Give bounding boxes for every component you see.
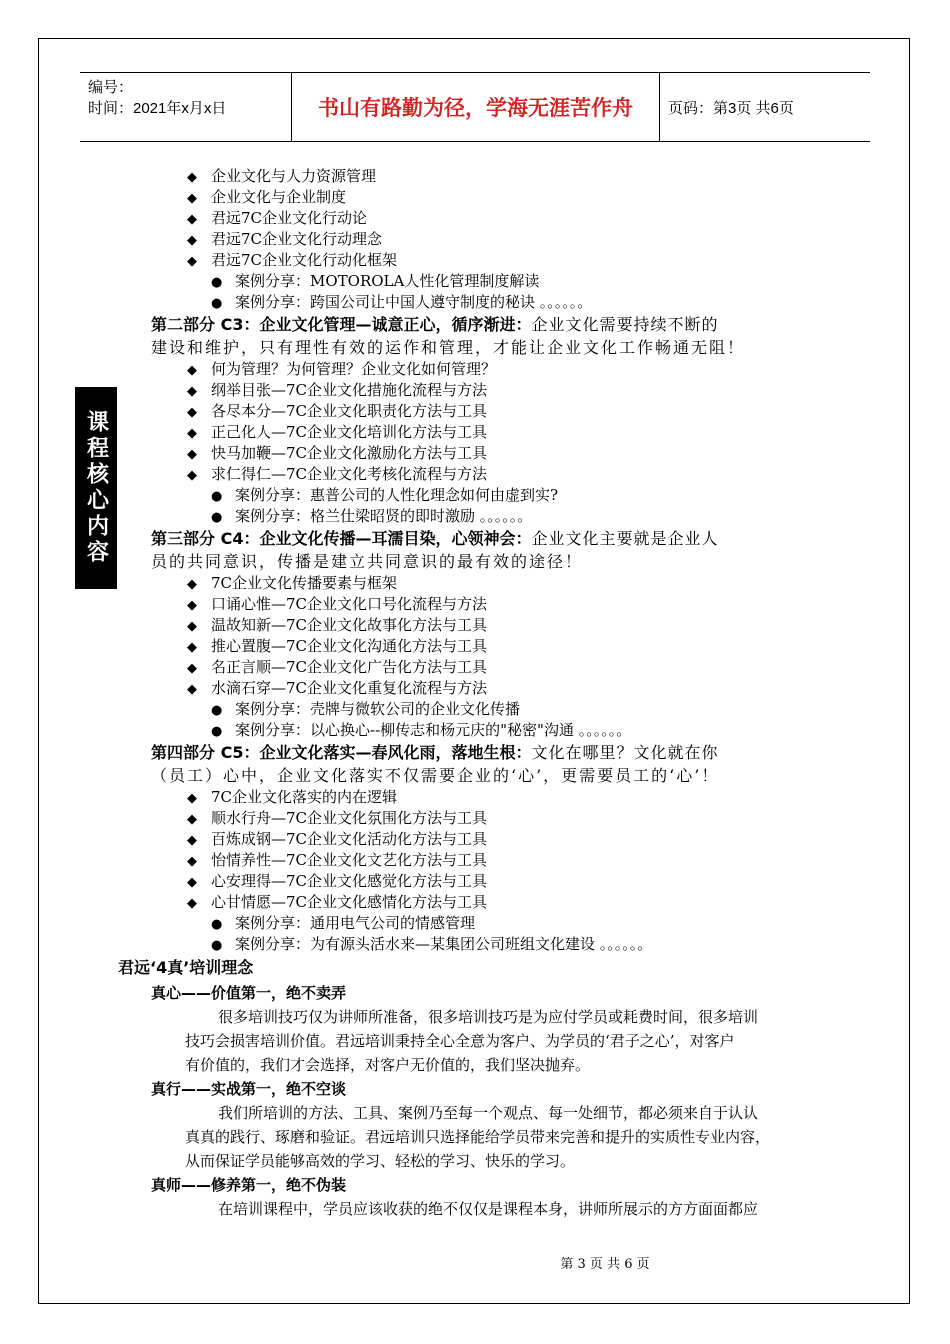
concept-heading: 真行——实战第一，绝不空谈 <box>151 1080 347 1098</box>
diamond-bullet-icon: ◆ <box>187 577 197 592</box>
page-header <box>80 72 870 142</box>
list-item: ◆ 各尽本分—7C企业文化职责化方法与工具 <box>0 401 950 422</box>
diamond-bullet-icon: ◆ <box>187 791 197 806</box>
time-label: 时间：2021年x月x日 <box>88 100 227 117</box>
list-item: ◆ 君远7C企业文化行动论 <box>0 208 950 229</box>
part-heading: 第二部分 C3：企业文化管理—诚意正心，循序渐进：企业文化需要持续不断的 <box>151 315 719 334</box>
concept-paragraph: 很多培训技巧仅为讲师所准备，很多培训技巧是为应付学员或耗费时间，很多培训 技巧会损害培训价值。君远培训秉持全心全意为客户、为学员的‘君子之心’，对客户 有价值的，我们才会选择，对客户无价值的，我们坚决抛弃。 <box>185 1008 759 1074</box>
diamond-bullet-icon: ◆ <box>187 254 197 269</box>
list-item: ◆ 快马加鞭—7C企业文化激励化方法与工具 <box>0 443 950 464</box>
list-item: ◆ 7C企业文化传播要素与框架 <box>0 573 950 594</box>
list-item: ◆ 温故知新—7C企业文化故事化方法与工具 <box>0 615 950 636</box>
list-item: ◆ 企业文化与企业制度 <box>0 187 950 208</box>
list-item: ◆ 君远7C企业文化行动化框架 <box>0 250 950 271</box>
case-item: ● 案例分享：格兰仕梁昭贤的即时激励 。。。。。。 <box>0 506 950 527</box>
list-item: ◆ 顺水行舟—7C企业文化氛围化方法与工具 <box>0 808 950 829</box>
diamond-bullet-icon: ◆ <box>187 468 197 483</box>
side-label: 课程核心内容 <box>75 387 117 589</box>
diamond-bullet-icon: ◆ <box>187 833 197 848</box>
list-item: ◆ 7C企业文化落实的内在逻辑 <box>0 787 950 808</box>
list-item: ◆ 推心置腹—7C企业文化沟通化方法与工具 <box>0 636 950 657</box>
concept-paragraph: 我们所培训的方法、工具、案例乃至每一个观点、每一处细节，都必须来自于认认 真真的践行、琢磨和验证。君远培训只选择能给学员带来完善和提升的实质性专业内容， 从而保证学员能够高效的学习、轻松的学习、快乐的学习。 <box>185 1104 771 1170</box>
header-meta <box>80 73 292 141</box>
header-page-label: 页码：第3页 共6页 <box>668 99 794 117</box>
case-item: ● 案例分享：通用电气公司的情感管理 <box>0 913 950 934</box>
part-description: 建设和维护，只有理性有效的运作和管理，才能让企业文化工作畅通无阻！ <box>151 338 746 357</box>
list-item: ◆ 名正言顺—7C企业文化广告化方法与工具 <box>0 657 950 678</box>
concept-heading: 真师——修养第一，绝不伪装 <box>151 1176 347 1194</box>
diamond-bullet-icon: ◆ <box>187 875 197 890</box>
dot-bullet-icon: ● <box>211 938 223 953</box>
list-item: ◆ 心安理得—7C企业文化感觉化方法与工具 <box>0 871 950 892</box>
case-item: ● 案例分享：以心换心--柳传志和杨元庆的"秘密"沟通 。。。。。。 <box>0 720 950 741</box>
main-content <box>0 166 950 1221</box>
list-item: ◆ 何为管理？为何管理？企业文化如何管理？ <box>0 359 950 380</box>
list-item: ◆ 水滴石穿—7C企业文化重复化流程与方法 <box>0 678 950 699</box>
concept-title: 君远‘4真’培训理念 <box>118 958 254 977</box>
diamond-bullet-icon: ◆ <box>187 233 197 248</box>
diamond-bullet-icon: ◆ <box>187 363 197 378</box>
part-description: 员的共同意识，传播是建立共同意识的最有效的途径！ <box>151 552 584 571</box>
concept-paragraph: 在培训课程中，学员应该收获的绝不仅仅是课程本身，讲师所展示的方方面面都应 <box>218 1200 759 1218</box>
dot-bullet-icon: ● <box>211 724 223 739</box>
diamond-bullet-icon: ◆ <box>187 812 197 827</box>
header-motto: 书山有路勤为径，学海无涯苦作舟 <box>292 73 660 141</box>
case-item: ● 案例分享：MOTOROLA人性化管理制度解读 <box>0 271 950 292</box>
page-footer: 第 3 页 共 6 页 <box>560 1257 650 1272</box>
dot-bullet-icon: ● <box>211 275 223 290</box>
dot-bullet-icon: ● <box>211 703 223 718</box>
dot-bullet-icon: ● <box>211 917 223 932</box>
dot-bullet-icon: ● <box>211 296 223 311</box>
part-description: （员工）心中，企业文化落实不仅需要企业的‘心’，更需要员工的‘心’！ <box>151 766 720 785</box>
diamond-bullet-icon: ◆ <box>187 426 197 441</box>
case-item: ● 案例分享：跨国公司让中国人遵守制度的秘诀 。。。。。。 <box>0 292 950 313</box>
diamond-bullet-icon: ◆ <box>187 598 197 613</box>
case-item: ● 案例分享：壳牌与微软公司的企业文化传播 <box>0 699 950 720</box>
diamond-bullet-icon: ◆ <box>187 447 197 462</box>
list-item: ◆ 纲举目张—7C企业文化措施化流程与方法 <box>0 380 950 401</box>
case-item: ● 案例分享：为有源头活水来—某集团公司班组文化建设 。。。。。。 <box>0 934 950 955</box>
list-item: ◆ 君远7C企业文化行动理念 <box>0 229 950 250</box>
list-item: ◆ 正己化人—7C企业文化培训化方法与工具 <box>0 422 950 443</box>
list-item: ◆ 求仁得仁—7C企业文化考核化流程与方法 <box>0 464 950 485</box>
diamond-bullet-icon: ◆ <box>187 619 197 634</box>
dot-bullet-icon: ● <box>211 510 223 525</box>
diamond-bullet-icon: ◆ <box>187 405 197 420</box>
diamond-bullet-icon: ◆ <box>187 896 197 911</box>
diamond-bullet-icon: ◆ <box>187 854 197 869</box>
list-item: ◆ 口诵心惟—7C企业文化口号化流程与方法 <box>0 594 950 615</box>
part-heading: 第三部分 C4：企业文化传播—耳濡目染，心领神会：企业文化主要就是企业人 <box>151 529 719 548</box>
case-item: ● 案例分享：惠普公司的人性化理念如何由虚到实? <box>0 485 950 506</box>
list-item: ◆ 百炼成钢—7C企业文化活动化方法与工具 <box>0 829 950 850</box>
concept-heading: 真心——价值第一，绝不卖弄 <box>151 984 347 1002</box>
diamond-bullet-icon: ◆ <box>187 682 197 697</box>
diamond-bullet-icon: ◆ <box>187 661 197 676</box>
diamond-bullet-icon: ◆ <box>187 170 197 185</box>
dot-bullet-icon: ● <box>211 489 223 504</box>
diamond-bullet-icon: ◆ <box>187 384 197 399</box>
diamond-bullet-icon: ◆ <box>187 191 197 206</box>
part-heading: 第四部分 C5：企业文化落实—春风化雨，落地生根：文化在哪里？文化就在你 <box>151 743 719 762</box>
number-label: 编号： <box>88 79 134 96</box>
diamond-bullet-icon: ◆ <box>187 640 197 655</box>
list-item: ◆ 怡情养性—7C企业文化文艺化方法与工具 <box>0 850 950 871</box>
diamond-bullet-icon: ◆ <box>187 212 197 227</box>
list-item: ◆ 心甘情愿—7C企业文化感情化方法与工具 <box>0 892 950 913</box>
list-item: ◆ 企业文化与人力资源管理 <box>0 166 950 187</box>
